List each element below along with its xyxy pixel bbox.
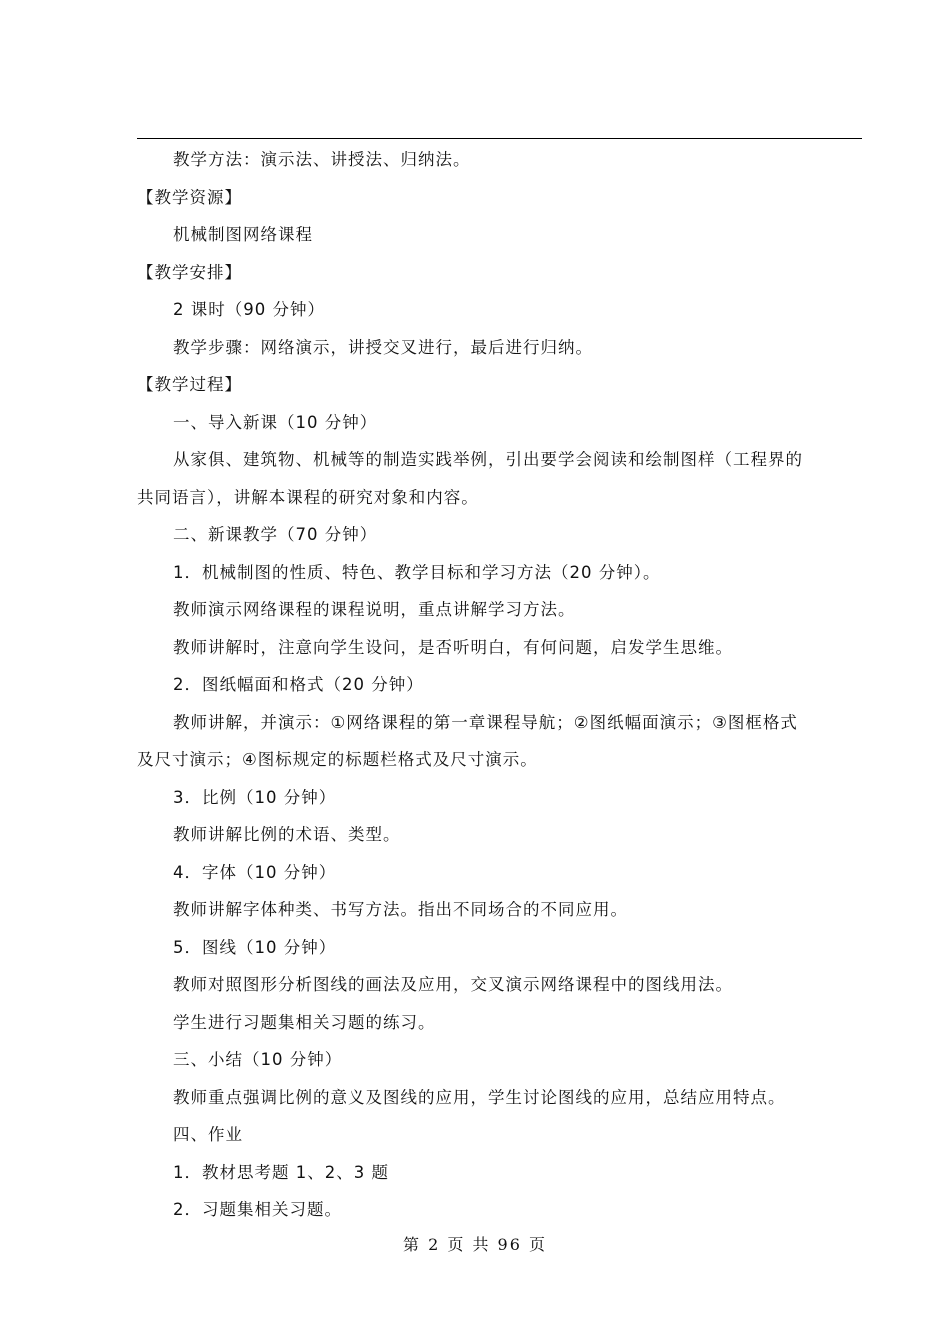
text-line: 三、小结（10 分钟） bbox=[173, 1050, 343, 1069]
text-line: 四、作业 bbox=[173, 1125, 243, 1144]
document-body bbox=[137, 141, 862, 1229]
text-line: 【教学过程】 bbox=[137, 375, 242, 394]
text-line: 【教学资源】 bbox=[137, 187, 242, 207]
text-line: 1．教材思考题 1、2、3 题 bbox=[173, 1162, 389, 1182]
header-rule bbox=[137, 138, 862, 139]
text-line: 机械制图网络课程 bbox=[173, 225, 313, 244]
text-line: 教师对照图形分析图线的画法及应用，交叉演示网络课程中的图线用法。 bbox=[173, 975, 733, 994]
text-line: 2．习题集相关习题。 bbox=[173, 1200, 342, 1219]
text-line: 3．比例（10 分钟） bbox=[173, 787, 337, 807]
text-line: 从家俱、建筑物、机械等的制造实践举例，引出要学会阅读和绘制图样（工程界的 bbox=[173, 450, 803, 469]
text-line: 教师重点强调比例的意义及图线的应用，学生讨论图线的应用，总结应用特点。 bbox=[173, 1087, 786, 1107]
text-line: 5．图线（10 分钟） bbox=[173, 937, 337, 957]
text-line: 教学方法：演示法、讲授法、归纳法。 bbox=[173, 150, 471, 169]
text-line: 【教学安排】 bbox=[137, 262, 242, 282]
text-line: 教师讲解，并演示：①网络课程的第一章课程导航；②图纸幅面演示；③图框格式 bbox=[173, 712, 798, 732]
text-line: 教学步骤：网络演示，讲授交叉进行，最后进行归纳。 bbox=[173, 337, 593, 357]
text-line: 4．字体（10 分钟） bbox=[173, 862, 337, 882]
text-line: 2．图纸幅面和格式（20 分钟） bbox=[173, 675, 424, 694]
page-number-footer: 第 2 页 共 96 页 bbox=[403, 1235, 547, 1254]
text-line: 教师讲解字体种类、书写方法。指出不同场合的不同应用。 bbox=[173, 900, 628, 919]
text-line: 学生进行习题集相关习题的练习。 bbox=[173, 1012, 436, 1032]
text-line: 教师讲解时，注意向学生设问，是否听明白，有何问题，启发学生思维。 bbox=[173, 637, 733, 657]
text-line: 教师讲解比例的术语、类型。 bbox=[173, 825, 401, 844]
text-line: 1．机械制图的性质、特色、教学目标和学习方法（20 分钟）。 bbox=[173, 562, 661, 582]
text-line: 教师演示网络课程的课程说明，重点讲解学习方法。 bbox=[173, 600, 576, 619]
text-line: 一、导入新课（10 分钟） bbox=[173, 412, 378, 432]
text-line: 2 课时（90 分钟） bbox=[173, 300, 325, 319]
text-line: 二、新课教学（70 分钟） bbox=[173, 525, 378, 544]
text-line: 共同语言），讲解本课程的研究对象和内容。 bbox=[137, 487, 479, 507]
text-line: 及尺寸演示；④图标规定的标题栏格式及尺寸演示。 bbox=[137, 750, 538, 769]
